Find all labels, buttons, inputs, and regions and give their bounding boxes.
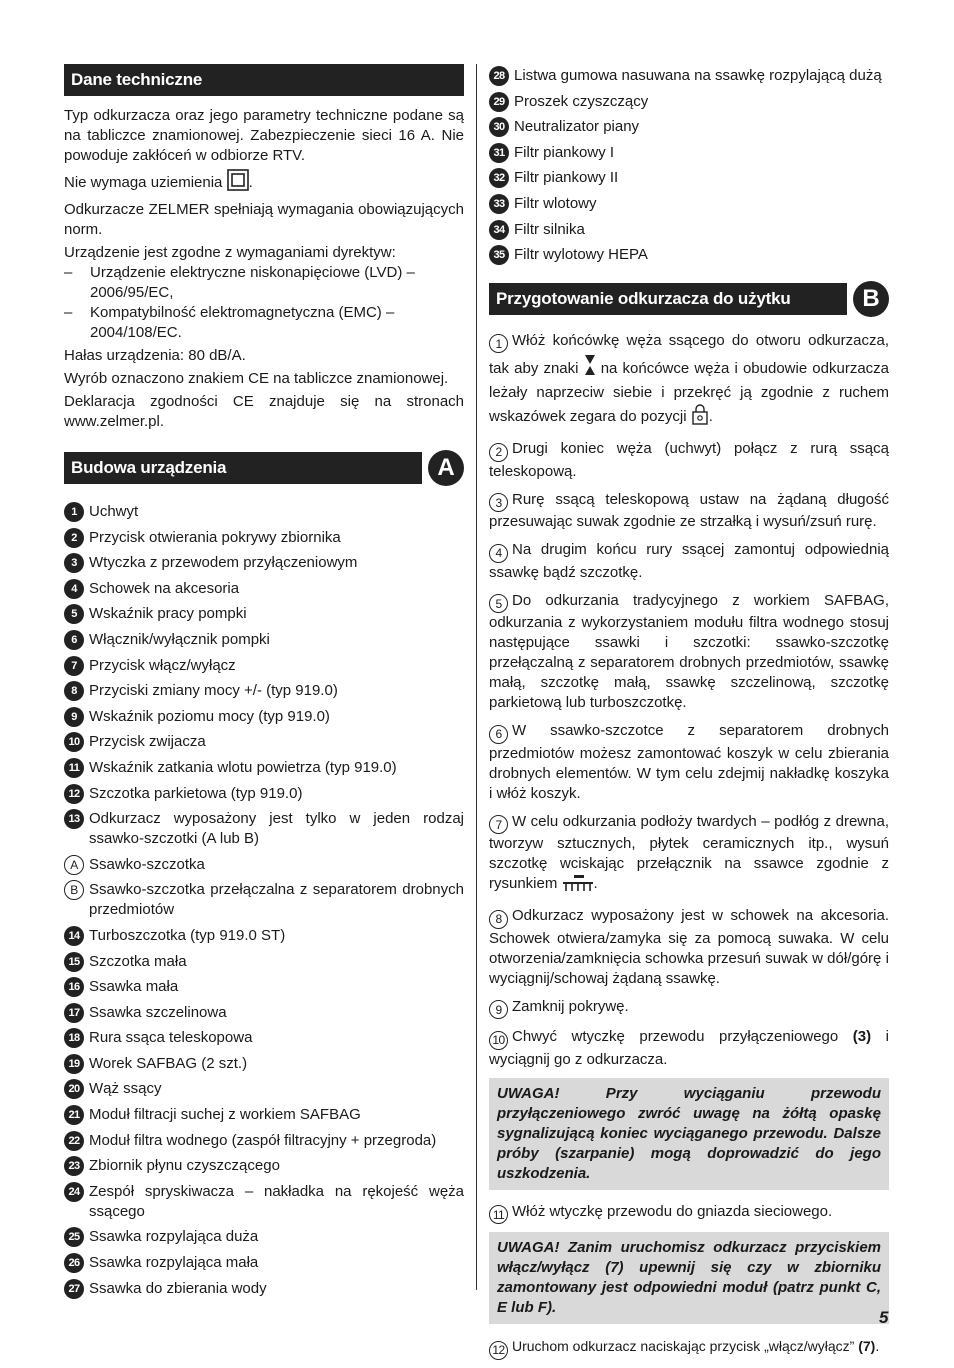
item-label: Filtr silnika [514,220,585,238]
item-label: Przyciski zmiany mocy +/- (typ 919.0) [89,682,338,700]
item-number-badge: 3 [64,553,84,573]
parts-list-item [64,926,464,946]
step-number: 5 [489,594,508,613]
directive-item-emc: – Kompatybilność elektromagnetyczna (EMC) – 2004/108/EC. [64,304,395,341]
item-label: Ssawka rozpylająca duża [89,1228,259,1246]
item-number-badge: 34 [489,220,509,240]
step-6: 6 W ssawko-szczotce z separatorem drobnych przedmiotów możesz zamontować koszyk w celu zbierania drobnych elementów. W tym celu zdejmij nakładkę koszyka i włóż koszyk. [489,722,889,802]
step-number: 11 [489,1205,508,1224]
item-number-badge: 27 [64,1279,84,1299]
step-7: 7 W celu odkurzania podłoży twardych – podłóg z drewna, tworzyw sztucznych, płytek ceramicznych itp., wysuń szczotkę wciskając przełącznik na ssawce zgodnie z rysunkiem . [489,812,889,899]
parts-list-item [64,1279,464,1299]
item-number-badge: B [64,880,84,900]
step-number: 1 [489,334,508,353]
dane-paragraph-6: Wyrób oznaczono znakiem CE na tabliczce znamionowej. [64,370,449,387]
item-number-badge: 21 [64,1105,84,1125]
parts-list-item [64,880,464,920]
item-number-badge: 13 [64,809,84,829]
step-10: 10 Chwyć wtyczkę przewodu przyłączeniowego (3) i wyciągnij go z odkurzacza. [489,1028,890,1068]
item-label: Rura ssąca teleskopowa [89,1029,253,1047]
parts-list-item [64,502,464,522]
parts-list-item [64,1028,464,1048]
dane-paragraph-7: Deklaracja zgodności CE znajduje się na stronach www.zelmer.pl. [64,393,464,430]
item-number-badge: 26 [64,1253,84,1273]
item-label: Filtr piankowy II [514,169,619,187]
item-label: Moduł filtra wodnego (zaspół filtracyjny + przegroda) [89,1131,437,1149]
step-number: 12 [489,1341,508,1360]
section-letter-a: A [428,450,464,486]
item-label: Worek SAFBAG (2 szt.) [89,1054,248,1072]
item-number-badge: 14 [64,926,84,946]
step-1: 1 Włóż końcówkę węża ssącego do otworu odkurzacza, tak aby znaki na końcówce węża i obudowie odkurzacza leżały naprzeciw siebie i przekręć ją zgodnie z ruchem wskazówek zegara do pozycji . [489,331,889,432]
directive-item-lvd: – Urządzenie elektryczne niskonapięciowe (LVD) – 2006/95/EC, [64,264,415,301]
dane-paragraph-4: Urządzenie jest zgodne z wymaganiami dyrektyw: [64,244,396,261]
item-label: Filtr wlotowy [514,194,597,212]
section-letter-b: B [853,281,889,317]
parts-list-item [64,604,464,624]
item-label: Odkurzacz wyposażony jest tylko w jeden rodzaj ssawko-szczotki (A lub B) [89,810,464,848]
parts-list-item [64,528,464,548]
parts-list-item [64,1054,464,1074]
section-header-budowa: Budowa urządzenia [64,452,422,484]
step-12: 12 Uruchom odkurzacz naciskając przycisk „włącz/wyłącz” (7). [489,1336,889,1360]
dane-paragraph-2: Nie wymaga uziemienia . [64,169,464,197]
column-divider [476,64,477,1290]
left-column [64,64,464,1304]
item-label: Włącznik/wyłącznik pompki [89,630,270,648]
item-label: Przycisk otwierania pokrywy zbiornika [89,528,341,546]
item-number-badge: 33 [489,194,509,214]
parts-list-item [489,168,889,188]
item-number-badge: 12 [64,784,84,804]
warning-box-cable: UWAGA! Przy wyciąganiu przewodu przyłączeniowego zwróć uwagę na żółtą opaskę sygnalizującą koniec wyciąganego przewodu. Dalsze próby (szarpanie) mogą doprowadzić do jego uszkodzenia. [489,1078,889,1190]
item-label: Wąż ssący [89,1080,162,1098]
section-header-row-przygotowanie [489,281,889,317]
parts-list-item [64,977,464,997]
parts-list-item [64,952,464,972]
item-number-badge: 22 [64,1131,84,1151]
step-8: 8 Odkurzacz wyposażony jest w schowek na akcesoria. Schowek otwiera/zamyka się za pomocą suwaka. W celu otworzenia/zamknięcia schowka przesuń suwak w dół/górę i wyciągnij/schowaj żądaną ssawkę. [489,907,889,987]
parts-list-continued [489,66,889,265]
item-number-badge: 6 [64,630,84,650]
parts-list-item [64,1003,464,1023]
item-number-badge: 2 [64,528,84,548]
brush-extended-icon [562,874,594,898]
section-header-row-budowa [64,450,464,486]
parts-list-item [64,681,464,701]
item-label: Ssawka szczelinowa [89,1003,227,1021]
item-number-badge: 7 [64,656,84,676]
parts-list-item [489,245,889,265]
step-number: 3 [489,493,508,512]
item-label: Zespół spryskiwacza – nakładka na rękojeść węża ssącego [89,1182,464,1220]
item-label: Ssawka rozpylająca mała [89,1254,259,1272]
parts-list-item [64,656,464,676]
item-number-badge: 18 [64,1028,84,1048]
parts-list-item [64,553,464,573]
item-number-badge: 31 [489,143,509,163]
parts-list-item [489,117,889,137]
step-3: 3 Rurę ssącą teleskopową ustaw na żądaną długość przesuwając suwak zgodnie ze strzałką i wysuń/zsuń rurę. [489,490,889,531]
item-label: Ssawko-szczotka przełączalna z separatorem drobnych przedmiotów [89,881,464,919]
item-number-badge: 30 [489,117,509,137]
item-number-badge: 9 [64,707,84,727]
item-label: Wskaźnik pracy pompki [89,605,247,623]
parts-list-item [64,809,464,849]
item-label: Ssawko-szczotka [89,855,205,873]
item-label: Ssawka mała [89,978,179,996]
step-number: 6 [489,725,508,744]
item-number-badge: 24 [64,1182,84,1202]
item-label: Przycisk zwijacza [89,733,206,751]
item-label: Filtr wylotowy HEPA [514,246,648,264]
parts-list-item [64,707,464,727]
step-number: 2 [489,443,508,462]
item-label: Ssawka do zbierania wody [89,1279,267,1297]
parts-list-item [64,1156,464,1176]
step-number: 4 [489,544,508,563]
parts-list-item [64,784,464,804]
item-label: Zbiornik płynu czyszczącego [89,1157,280,1175]
step-number: 9 [489,1000,508,1019]
parts-list-item [489,92,889,112]
parts-list-item [64,855,464,875]
parts-list [64,502,464,1299]
parts-list-item [64,758,464,778]
parts-list-item [489,220,889,240]
item-number-badge: 15 [64,952,84,972]
alignment-arrow-icon [584,353,596,383]
parts-list-item [64,732,464,752]
parts-list-item [64,1253,464,1273]
item-number-badge: 35 [489,245,509,265]
step-4: 4 Na drugim końcu rury ssącej zamontuj odpowiednią ssawkę bądź szczotkę. [489,541,889,581]
parts-list-item [64,1131,464,1151]
item-label: Neutralizator piany [514,118,640,136]
step-number: 7 [489,815,508,834]
item-label: Listwa gumowa nasuwana na ssawkę rozpylającą dużą [514,67,882,84]
item-number-badge: A [64,855,84,875]
item-label: Proszek czyszczący [514,92,649,110]
item-number-badge: 1 [64,502,84,522]
item-label: Wskaźnik poziomu mocy (typ 919.0) [89,707,330,725]
item-number-badge: 28 [489,66,509,86]
item-label: Uchwyt [89,503,139,520]
parts-list-item [64,1182,464,1222]
dane-paragraph-5: Hałas urządzenia: 80 dB/A. [64,347,246,364]
parts-list-item [64,630,464,650]
step-5: 5 Do odkurzania tradycyjnego z workiem SAFBAG, odkurzania z wykorzystaniem modułu filtra wodnego stosuj następujące ssawki i szczotki: ssawko-szczotkę przełączalną z separatorem drobnych przedmiotów, ssawkę małą, szczotkę małą, ssawkę szczelinową, szczotkę parkietową lub turboszczotkę. [489,591,889,712]
warning-box-module: UWAGA! Zanim uruchomisz odkurzacz przyciskiem włącz/wyłącz (7) upewnij się czy w zbiorniku zamontowany jest odpowiedni moduł (patrz punkt C, E lub F). [489,1232,889,1324]
double-insulation-icon [227,169,249,197]
step-11: 11 Włóż wtyczkę przewodu do gniazda sieciowego. [489,1202,889,1225]
item-label: Turboszczotka (typ 919.0 ST) [89,926,286,944]
dane-ground-text: Nie wymaga uziemienia [64,174,223,191]
item-number-badge: 20 [64,1079,84,1099]
parts-list-item [489,194,889,214]
item-label: Wskaźnik zatkania wlotu powietrza (typ 919.0) [89,758,397,776]
item-label: Moduł filtracji suchej z workiem SAFBAG [89,1106,361,1124]
step-number: 10 [489,1031,508,1050]
item-number-badge: 32 [489,168,509,188]
dane-paragraph-1: Typ odkurzacza oraz jego parametry techniczne podane są na tabliczce znamionowej. Zabezpieczenie sieci 16 A. Nie powoduje zakłóceń w odbiorze RTV. [64,107,464,164]
padlock-icon [691,403,709,431]
item-number-badge: 25 [64,1227,84,1247]
step-2: 2 Drugi koniec węża (uchwyt) połącz z rurą ssącą teleskopową. [489,440,889,480]
item-number-badge: 23 [64,1156,84,1176]
item-label: Wtyczka z przewodem przyłączeniowym [89,554,358,572]
item-number-badge: 16 [64,977,84,997]
item-label: Przycisk włącz/wyłącz [89,656,236,674]
item-number-badge: 4 [64,579,84,599]
item-label: Filtr piankowy I [514,143,615,161]
item-number-badge: 10 [64,732,84,752]
item-number-badge: 17 [64,1003,84,1023]
section-header-dane: Dane techniczne [64,64,464,96]
right-column [489,66,889,1368]
item-number-badge: 8 [64,681,84,701]
item-number-badge: 29 [489,92,509,112]
section-header-przygotowanie: Przygotowanie odkurzacza do użytku [489,283,847,315]
step-number: 8 [489,910,508,929]
parts-list-item [64,1227,464,1247]
parts-list-item [64,1079,464,1099]
dane-paragraph-3: Odkurzacze ZELMER spełniają wymagania obowiązujących norm. [64,201,464,238]
step-9: 9 Zamknij pokrywę. [489,997,889,1020]
parts-list-item [64,579,464,599]
item-number-badge: 5 [64,604,84,624]
parts-list-item [489,66,889,86]
parts-list-item [489,143,889,163]
item-label: Szczotka mała [89,952,187,970]
item-label: Szczotka parkietowa (typ 919.0) [89,784,303,802]
parts-list-item [64,1105,464,1125]
item-number-badge: 19 [64,1054,84,1074]
item-label: Schowek na akcesoria [89,579,240,597]
page-number: 5 [879,1308,889,1327]
item-number-badge: 11 [64,758,84,778]
